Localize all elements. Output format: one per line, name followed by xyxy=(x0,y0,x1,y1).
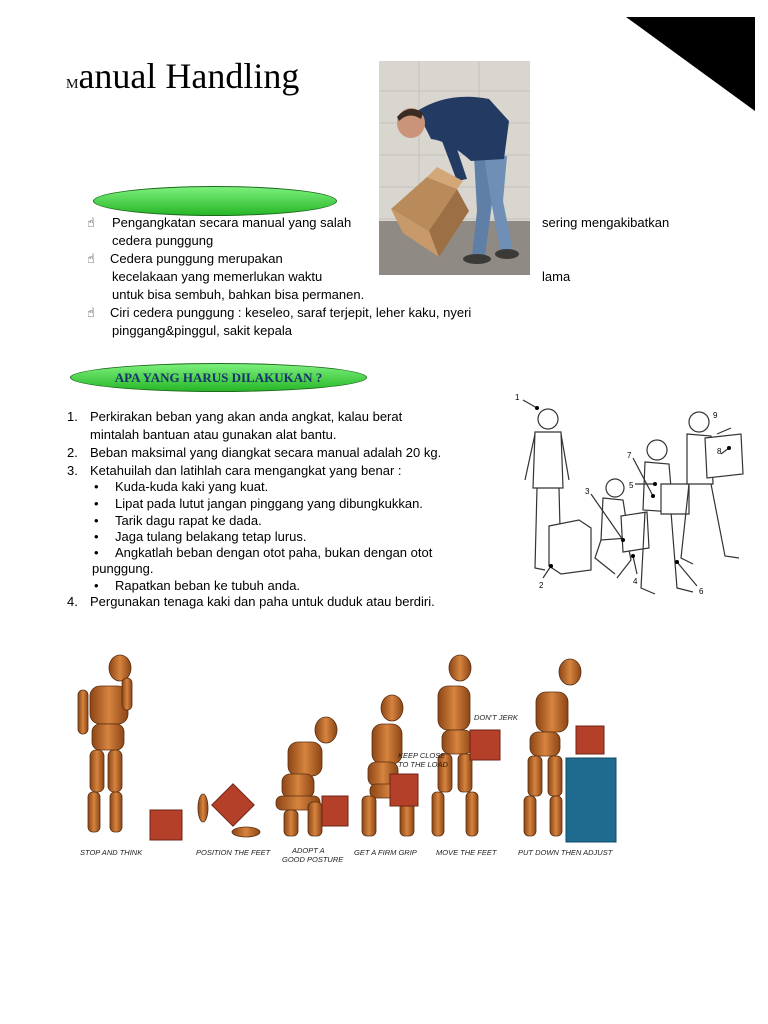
pointing-hand-icon: ☝ xyxy=(87,305,95,320)
diagram-number: 9 xyxy=(713,411,718,420)
bullet-1-line1: Pengangkatan secara manual yang salah xyxy=(112,215,352,230)
sub-bullet-dot: • xyxy=(94,529,99,544)
list-item-cont: mintalah bantuan atau gunakan alat bantu. xyxy=(90,427,337,442)
caption: ADOPT A xyxy=(292,846,325,855)
note: DON'T JERK xyxy=(474,713,518,722)
sub-item: Kuda-kuda kaki yang kuat. xyxy=(115,479,269,494)
list-item: Beban maksimal yang diangkat secara manual adalah 20 kg. xyxy=(90,445,442,460)
caption: STOP AND THINK xyxy=(80,848,143,857)
diagram-number: 7 xyxy=(627,451,632,460)
list-item: Ketahuilah dan latihlah cara mengangkat yang benar : xyxy=(90,463,402,478)
sub-item-cont: punggung. xyxy=(92,561,154,576)
section-heading: APA YANG HARUS DILAKUKAN ? xyxy=(70,363,367,392)
pointing-hand-icon: ☝ xyxy=(87,215,95,230)
diagram-number: 2 xyxy=(539,581,544,590)
sub-bullet-dot: • xyxy=(94,513,99,528)
diagram-number: 1 xyxy=(515,393,520,402)
caption: GOOD POSTURE xyxy=(282,855,344,864)
bullet-2-line3: untuk bisa sembuh, bahkan bisa permanen. xyxy=(112,287,365,302)
note: TO THE LOAD xyxy=(398,760,448,769)
sub-item: Tarik dagu rapat ke dada. xyxy=(115,513,262,528)
sub-item: Angkatlah beban dengan otot paha, bukan dengan otot xyxy=(115,545,433,560)
list-item: Pergunakan tenaga kaki dan paha untuk duduk atau berdiri. xyxy=(90,594,435,609)
bullet-3-line2: pinggang&pinggul, sakit kepala xyxy=(112,323,292,338)
corner-triangle xyxy=(626,17,755,111)
sub-item: Rapatkan beban ke tubuh anda. xyxy=(115,578,301,593)
bullet-1-line1-right: sering mengakibatkan xyxy=(542,215,670,230)
caption: MOVE THE FEET xyxy=(436,848,497,857)
list-number: 1. xyxy=(67,409,78,424)
lifting-photo xyxy=(379,61,530,275)
bullet-2-line2-right: lama xyxy=(542,269,571,284)
pointing-hand-icon: ☝ xyxy=(87,251,95,266)
mannequin-sequence xyxy=(70,650,620,865)
sub-bullet-dot: • xyxy=(94,578,99,593)
caption: POSITION THE FEET xyxy=(196,848,271,857)
list-number: 3. xyxy=(67,463,78,478)
diagram-number: 6 xyxy=(699,587,704,596)
diagram-number: 3 xyxy=(585,487,590,496)
list-item: Perkirakan beban yang akan anda angkat, kalau berat xyxy=(90,409,403,424)
diagram-number: 8 xyxy=(717,447,722,456)
sub-item: Jaga tulang belakang tetap lurus. xyxy=(115,529,307,544)
section-pill-empty xyxy=(93,186,337,216)
sub-bullet-dot: • xyxy=(94,479,99,494)
caption: PUT DOWN THEN ADJUST xyxy=(518,848,613,857)
diagram-number: 4 xyxy=(633,577,638,586)
bullet-2-line1: Cedera punggung merupakan xyxy=(110,251,283,266)
lifting-steps-diagram xyxy=(511,388,746,610)
note: KEEP CLOSE xyxy=(398,751,446,760)
bullet-2-line2: kecelakaan yang memerlukan waktu xyxy=(112,269,323,284)
list-number: 2. xyxy=(67,445,78,460)
diagram-number: 5 xyxy=(629,481,634,490)
sub-bullet-dot: • xyxy=(94,545,99,560)
list-number: 4. xyxy=(67,594,78,609)
caption: GET A FIRM GRIP xyxy=(354,848,417,857)
sub-bullet-dot: • xyxy=(94,496,99,511)
page-title: Manual Handling xyxy=(66,56,300,96)
bullet-1-line2: cedera punggung xyxy=(112,233,214,248)
sub-item: Lipat pada lutut jangan pinggang yang dibungkukkan. xyxy=(115,496,423,511)
bullet-3-line1: Ciri cedera punggung : keseleo, saraf terjepit, leher kaku, nyeri xyxy=(110,305,472,320)
